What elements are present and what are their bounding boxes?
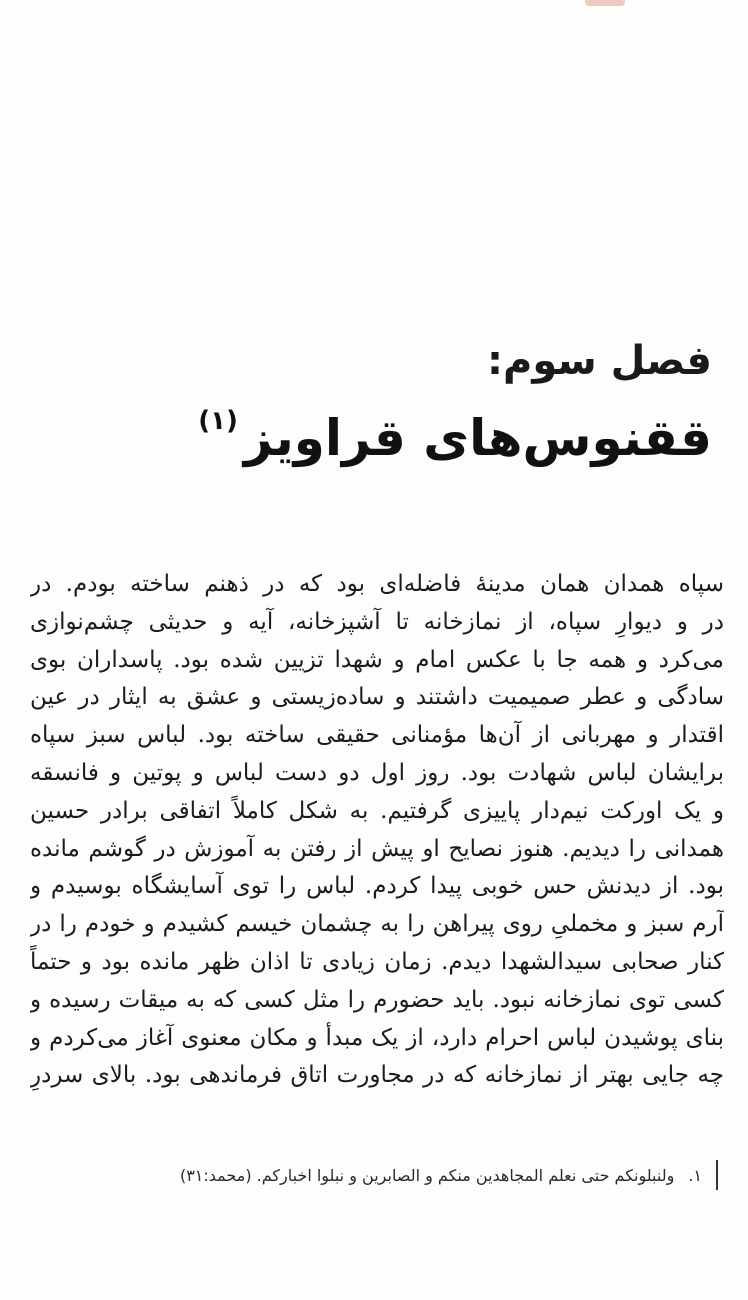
footnote-number: ۱. bbox=[688, 1165, 702, 1185]
body-line: بود. از دیدنش حس خوبی پیدا کردم. لباس را توی آسایشگاه بوسیدم و bbox=[30, 873, 724, 900]
body-line: سادگی و عطر صمیمیت داشتند و ساده‌زیستی و عشق به ایثار در عین bbox=[30, 684, 724, 711]
body-line: و یک اورکت نیم‌دار پاییزی گرفتیم. به شکل کاملاً اتفاقی برادر حسین bbox=[30, 797, 724, 824]
body-line: همدانی را دیدیم. هنوز نصایح او پیش از رفتن به آموزش در گوشم مانده bbox=[30, 835, 724, 862]
chapter-title-note-ref: (۱) bbox=[198, 406, 238, 436]
body-line: می‌کرد و همه جا با عکس امام و شهدا تزیین شده بود. پاسداران بوی bbox=[30, 646, 724, 673]
body-line: در و دیوارِ سپاه، از نمازخانه تا آشپزخانه، آیه و حدیثی چشم‌نوازی bbox=[30, 608, 724, 635]
body-line: آرم سبز و مخملیِ روی پیراهن را به چشمان خیسم کشیدم و خودم را در bbox=[30, 911, 724, 938]
chapter-title-text: ققنوس‌های قراویز bbox=[243, 409, 712, 467]
body-line: بنای پوشیدن لباس احرام دارد، از یک مبدأ و مکان معنوی آغاز می‌کردم و bbox=[30, 1024, 724, 1051]
body-line: چه جایی بهتر از نمازخانه که در مجاورت اتاق فرماندهی بود. بالای سردرِ bbox=[30, 1062, 724, 1089]
body-line: برایشان لباس شهادت بود. روز اول دو دست لباس و پوتین و فانسقه bbox=[30, 759, 724, 786]
chapter-label: فصل سوم: bbox=[487, 338, 712, 384]
footnote bbox=[38, 1160, 718, 1190]
page-edge-mark bbox=[585, 0, 625, 6]
footnote-divider bbox=[716, 1160, 718, 1190]
body-line: کنار صحابی سیدالشهدا دیدم. زمان زیادی تا اذان ظهر مانده بود و حتماً bbox=[30, 948, 724, 975]
chapter-title bbox=[198, 388, 712, 471]
body-paragraph bbox=[30, 566, 724, 1095]
body-line: سپاه همدان همان مدینهٔ فاضله‌ای بود که در ذهنم ساخته بودم. در bbox=[30, 571, 724, 597]
body-line: اقتدار و مهربانی از آن‌ها مؤمنانی حقیقی ساخته بود. لباس سبز سپاه bbox=[30, 722, 724, 749]
body-line: کسی توی نمازخانه نبود. باید حضورم را مثل کسی که به میقات رسیده و bbox=[30, 986, 724, 1013]
footnote-text: ولنبلونکم حتی نعلم المجاهدین منکم و الصابرین و نبلوا اخبارکم. (محمد:۳۱) bbox=[179, 1165, 675, 1185]
